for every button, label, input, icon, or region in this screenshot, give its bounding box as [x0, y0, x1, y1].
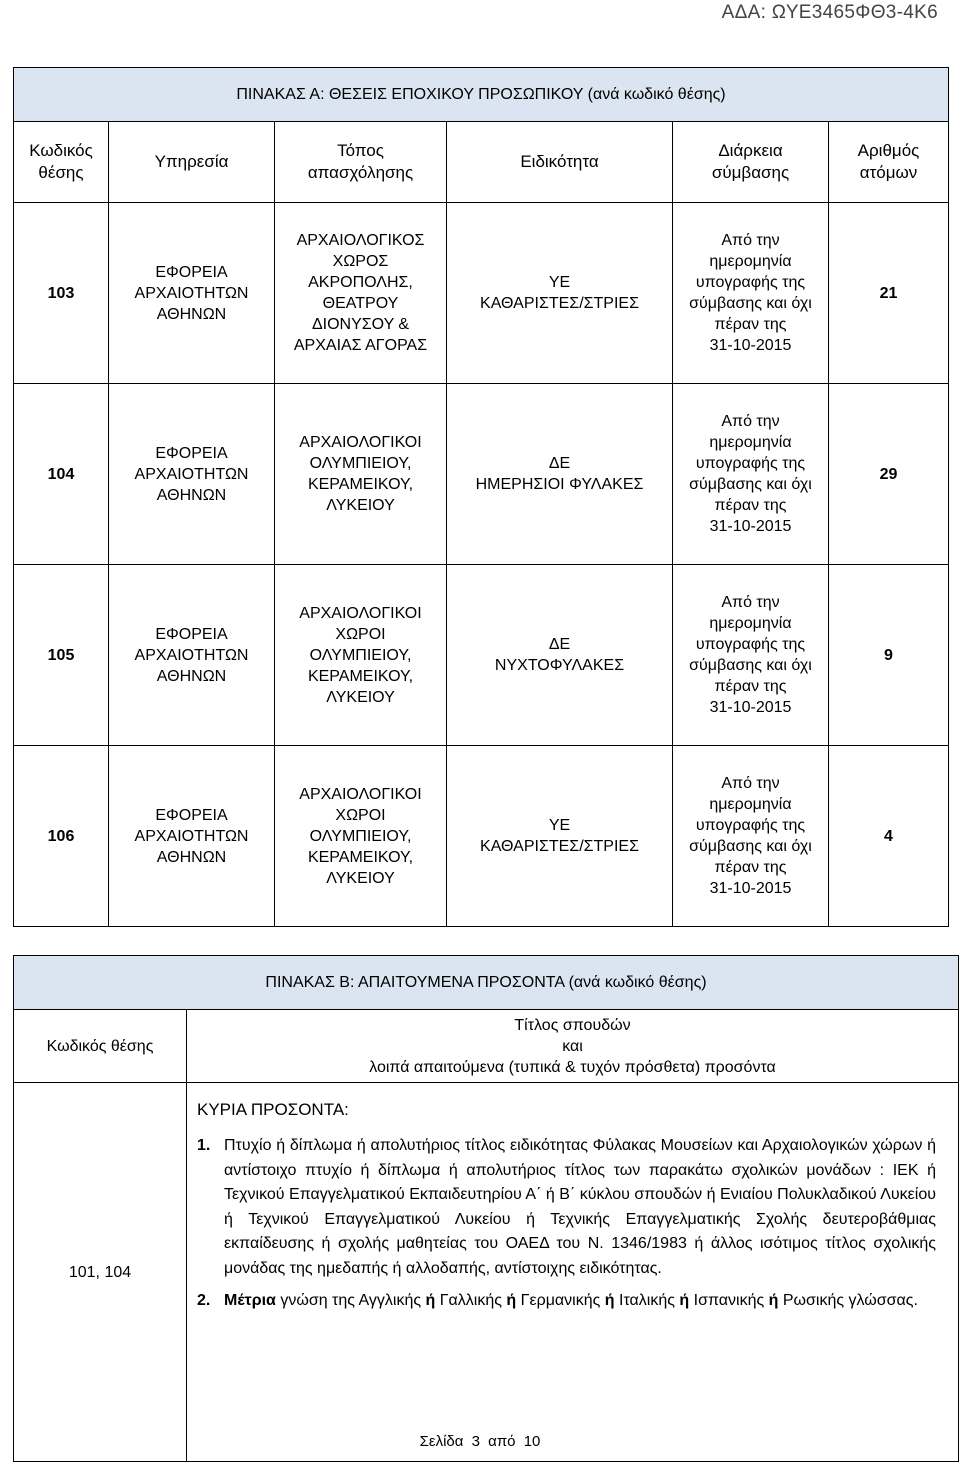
text-line: ΔΕ: [548, 636, 571, 653]
table-a-title: ΠΙΝΑΚΑΣ Α: ΘΕΣΕΙΣ ΕΠΟΧΙΚΟΥ ΠΡΟΣΩΠΙΚΟΥ (ανά κωδικό θέσης): [14, 68, 949, 122]
cell-location: [275, 384, 447, 565]
text: γνώση της Αγγλικής: [275, 1292, 426, 1309]
cell-count: 29: [829, 384, 949, 565]
text: Γαλλικής: [435, 1292, 507, 1309]
cell-code: 104: [14, 384, 109, 565]
col-code-header: [14, 122, 109, 203]
page-label: Σελίδα: [419, 1433, 464, 1450]
page-footer: [0, 1433, 960, 1450]
text-line: Από την: [721, 413, 780, 430]
text-line: θέσης: [38, 163, 84, 182]
text-line: ΛΥΚΕΙΟΥ: [326, 688, 395, 706]
cell-specialty: [447, 384, 673, 565]
table-a-title-row: [14, 68, 949, 122]
text: Ρωσικής γλώσσας.: [778, 1292, 918, 1309]
table-row: [14, 565, 949, 746]
item-text: [224, 1292, 918, 1309]
text-line: ΑΘΗΝΩΝ: [156, 667, 227, 685]
text-line: ΗΜΕΡΗΣΙΟΙ ΦΥΛΑΚΕΣ: [475, 476, 644, 493]
main-qualifications-heading: ΚΥΡΙΑ ΠΡΟΣΟΝΤΑ:: [197, 1100, 349, 1119]
text-line: ΔΙΟΝΥΣΟΥ &: [311, 316, 410, 333]
cell-specialty: [447, 746, 673, 927]
text-line: ΑΘΗΝΩΝ: [156, 486, 227, 504]
cell-service: [109, 746, 275, 927]
text-line: ΝΥΧΤΟΦΥΛΑΚΕΣ: [494, 657, 625, 674]
qualification-item-1: [197, 1134, 936, 1281]
table-b-header-row: [14, 1010, 959, 1083]
text-line: υπογραφής της: [695, 636, 806, 653]
text-line: ΑΡΧΑΙΟΛΟΓΙΚΟΙ: [299, 785, 422, 803]
text-line: ΕΦΟΡΕΙΑ: [155, 263, 228, 281]
text-line: ΘΕΑΤΡΟΥ: [322, 295, 399, 312]
text-line: ΑΡΧΑΙΟΤΗΤΩΝ: [134, 646, 249, 664]
text-line: πέραν της: [714, 678, 787, 695]
col-duration-header: [673, 122, 829, 203]
cell-duration: [673, 746, 829, 927]
cell-location: [275, 565, 447, 746]
col-title-header: [187, 1010, 959, 1083]
text-line: ΑΡΧΑΙΟΛΟΓΙΚΟΙ: [299, 604, 422, 622]
col-count-header: [829, 122, 949, 203]
cell-service: [109, 203, 275, 384]
cell-specialty: [447, 203, 673, 384]
cell-location: [275, 203, 447, 384]
col-service-header: [109, 122, 275, 203]
text-line: Διάρκεια: [718, 141, 783, 160]
text-line: σύμβασης και όχι: [689, 476, 812, 493]
text-line: ΑΘΗΝΩΝ: [156, 848, 227, 866]
text-line: ΧΩΡΟΙ: [335, 625, 386, 643]
text-line: απασχόλησης: [307, 163, 414, 182]
text-line: και: [562, 1037, 583, 1055]
text: Ιταλικής: [614, 1292, 680, 1309]
cell-service: [109, 384, 275, 565]
text-line: υπογραφής της: [695, 274, 806, 291]
text-line: ΕΦΟΡΕΙΑ: [155, 444, 228, 462]
text-line: ΕΦΟΡΕΙΑ: [155, 806, 228, 824]
cell-location: [275, 746, 447, 927]
bold-text: ή: [679, 1292, 690, 1309]
text-line: 31-10-2015: [709, 518, 792, 535]
cell-specialty: [447, 565, 673, 746]
text-line: ΑΡΧΑΙΟΛΟΓΙΚΟΙ: [299, 434, 422, 451]
cell-count: 4: [829, 746, 949, 927]
text: Ισπανικής: [689, 1292, 769, 1309]
col-location-header: [275, 122, 447, 203]
cell-code: 106: [14, 746, 109, 927]
table-b-row: [14, 1083, 959, 1462]
text-line: ΚΑΘΑΡΙΣΤΕΣ/ΣΤΡΙΕΣ: [480, 295, 639, 312]
table-a-header-row: [14, 122, 949, 203]
table-b-title: ΠΙΝΑΚΑΣ Β: ΑΠΑΙΤΟΥΜΕΝΑ ΠΡΟΣΟΝΤΑ (ανά κωδικό θέσης): [14, 956, 959, 1010]
cell-duration: [673, 565, 829, 746]
text-line: λοιπά απαιτούμενα (τυπικά & τυχόν πρόσθετα) προσόντα: [369, 1058, 776, 1076]
col-specialty-header: [447, 122, 673, 203]
table-row: [14, 384, 949, 565]
text-line: ΧΩΡΟΣ: [332, 253, 389, 270]
text-line: Κωδικός: [29, 141, 93, 160]
text-line: ημερομηνία: [709, 796, 792, 813]
text-line: ΟΛΥΜΠΙΕΙΟΥ,: [309, 646, 412, 664]
table-row: [14, 203, 949, 384]
col-code-header-b: Κωδικός θέσης: [14, 1010, 187, 1083]
bold-text: ή: [506, 1292, 517, 1309]
cell-code: 103: [14, 203, 109, 384]
text-line: Τόπος: [337, 141, 384, 160]
text-line: ΟΛΥΜΠΙΕΙΟΥ,: [309, 827, 412, 845]
ada-code: ΑΔΑ: ΩΥΕ3465ΦΘ3-4Κ6: [721, 2, 938, 23]
cell-code: 105: [14, 565, 109, 746]
text-line: ΑΚΡΟΠΟΛΗΣ,: [308, 274, 413, 291]
qualifications-cell: [187, 1083, 959, 1462]
text-line: ΑΡΧΑΙΟΤΗΤΩΝ: [134, 827, 249, 845]
text-line: ΛΥΚΕΙΟΥ: [326, 869, 395, 887]
bold-text: ή: [425, 1292, 436, 1309]
text-line: ΑΡΧΑΙΟΤΗΤΩΝ: [134, 465, 249, 483]
text-line: ΛΥΚΕΙΟΥ: [326, 497, 395, 514]
table-b: [13, 955, 959, 1462]
text-line: 31-10-2015: [709, 880, 792, 897]
text-line: ΑΘΗΝΩΝ: [156, 305, 227, 323]
text-line: σύμβασης και όχι: [689, 657, 812, 674]
text-line: πέραν της: [714, 859, 787, 876]
item-text: Πτυχίο ή δίπλωμα ή απολυτήριος τίτλος ειδικότητας Φύλακας Μουσείων και Αρχαιολογικών χώρων ή αντίστοιχο πτυχίο ή δίπλωμα ή απολυτήριος τίτλος των παρακάτω σχολικών μονάδων : ΙΕΚ ή Τεχνικού Επαγγελματικού Εκπαιδευτηρίου Α΄ ή Β΄ κύκλου σπουδών ή Ενιαίου Πολυκλαδικού Λυκείου ή Τεχνικού Επαγγελματικού Λυκείου ή Τεχνικής Επαγγελματικής Σχολής δευτεροβάθμιας εκπαίδευσης ή σχολής μαθητείας του ΟΑΕΔ του Ν. 1346/1983 ή άλλος ισότιμος τίτλος σχολικής μονάδας της ημεδαπής ή αλλοδαπής, αντίστοιχης ειδικότητας.: [224, 1137, 936, 1277]
text-line: σύμβασης και όχι: [689, 838, 812, 855]
text-line: ημερομηνία: [709, 615, 792, 632]
text-line: πέραν της: [714, 497, 787, 514]
text-line: ΑΡΧΑΙΟΤΗΤΩΝ: [134, 284, 249, 302]
text-line: ημερομηνία: [709, 253, 792, 270]
text: Γερμανικής: [516, 1292, 605, 1309]
text-line: σύμβασης: [711, 163, 790, 182]
row-code: 101, 104: [14, 1083, 187, 1462]
text-line: σύμβασης και όχι: [689, 295, 812, 312]
text-line: Αριθμός: [857, 141, 920, 160]
text-line: 31-10-2015: [709, 337, 792, 354]
cell-duration: [673, 203, 829, 384]
text-line: ημερομηνία: [709, 434, 792, 451]
page-total: 10: [523, 1433, 541, 1450]
text-line: ΚΕΡΑΜΕΙΚΟΥ,: [307, 848, 414, 866]
text-line: πέραν της: [714, 316, 787, 333]
cell-count: 21: [829, 203, 949, 384]
table-b-title-row: [14, 956, 959, 1010]
page-current: 3: [471, 1433, 480, 1450]
text-line: 31-10-2015: [709, 699, 792, 716]
text-line: Ειδικότητα: [520, 152, 599, 171]
text-line: Υπηρεσία: [154, 152, 229, 171]
bold-text: ή: [768, 1292, 779, 1309]
text-line: Τίτλος σπουδών: [514, 1016, 631, 1034]
text-line: ΧΩΡΟΙ: [335, 806, 386, 824]
qualification-item-2: [197, 1289, 936, 1314]
text-line: ΚΑΘΑΡΙΣΤΕΣ/ΣΤΡΙΕΣ: [480, 838, 639, 855]
item-number: 1.: [197, 1137, 211, 1154]
text-line: ΑΡΧΑΙΑΣ ΑΓΟΡΑΣ: [293, 337, 428, 354]
text-line: ΥΕ: [548, 817, 571, 834]
cell-service: [109, 565, 275, 746]
cell-duration: [673, 384, 829, 565]
text-line: Από την: [721, 594, 780, 611]
text-line: ατόμων: [859, 163, 918, 182]
text-line: ΕΦΟΡΕΙΑ: [155, 625, 228, 643]
text-line: ΚΕΡΑΜΕΙΚΟΥ,: [307, 667, 414, 685]
cell-count: 9: [829, 565, 949, 746]
bold-text: ή: [604, 1292, 615, 1309]
text-line: ΔΕ: [548, 455, 571, 472]
text-line: Από την: [721, 775, 780, 792]
text-line: ΚΕΡΑΜΕΙΚΟΥ,: [307, 476, 414, 493]
table-row: [14, 746, 949, 927]
text-line: υπογραφής της: [695, 817, 806, 834]
item-number: 2.: [197, 1292, 211, 1309]
text-line: υπογραφής της: [695, 455, 806, 472]
bold-text: Μέτρια: [224, 1292, 276, 1309]
text-line: Από την: [721, 232, 780, 249]
page-of: από: [488, 1433, 516, 1450]
table-a: [13, 67, 949, 927]
text-line: ΥΕ: [548, 274, 571, 291]
text-line: ΟΛΥΜΠΙΕΙΟΥ,: [309, 455, 412, 472]
text-line: ΑΡΧΑΙΟΛΟΓΙΚΟΣ: [296, 232, 425, 249]
